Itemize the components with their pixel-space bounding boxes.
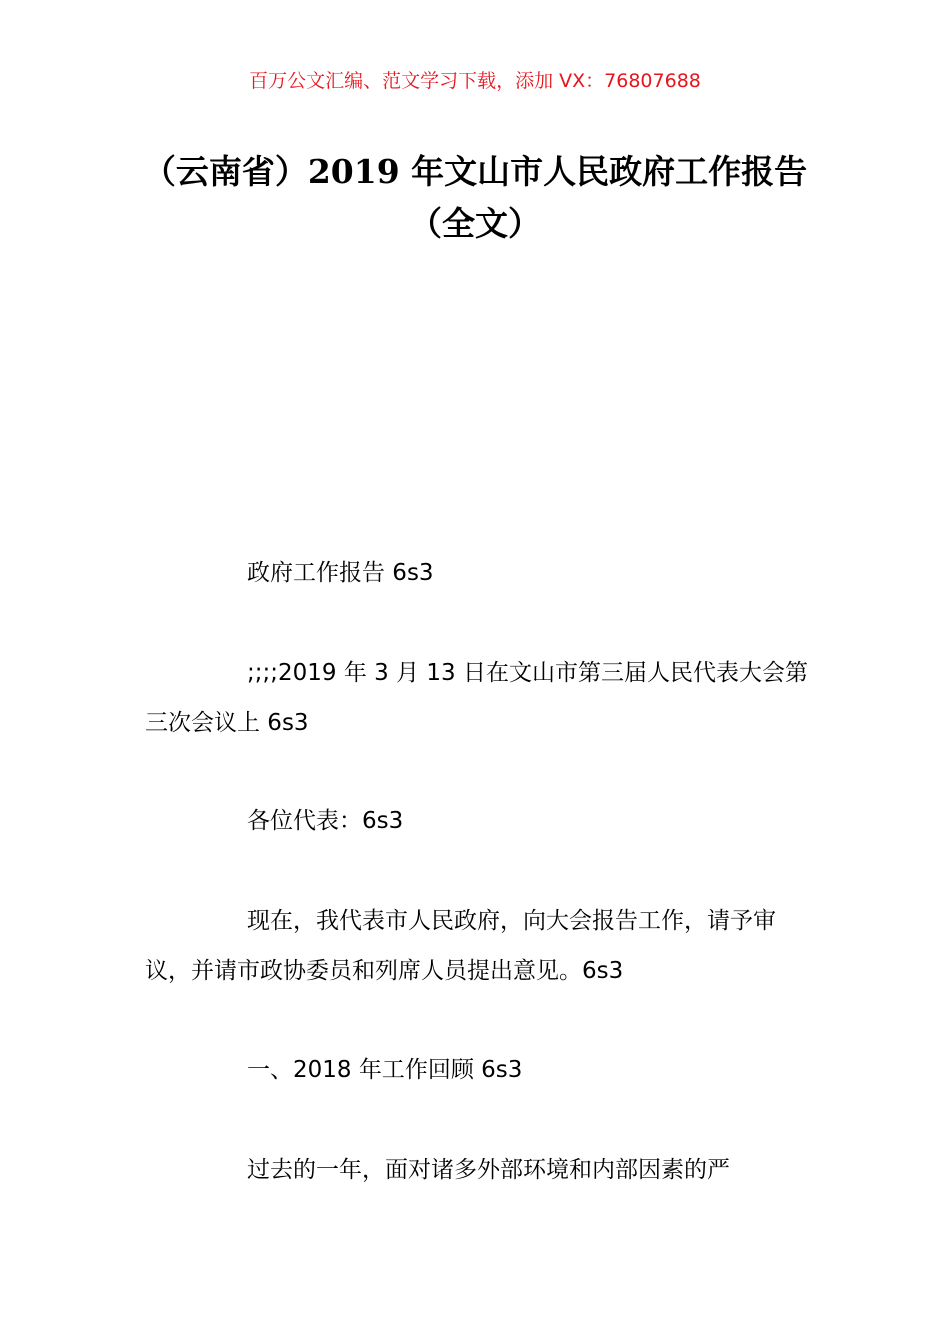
paragraph-review-body: 过去的一年，面对诸多外部环境和内部因素的严 bbox=[247, 1157, 730, 1183]
paragraph-report-heading: 政府工作报告 6s3 bbox=[247, 560, 434, 586]
section-heading-2018-review: 一、2018 年工作回顾 6s3 bbox=[247, 1057, 523, 1083]
promo-header-note: 百万公文汇编、范文学习下载，添加 VX：76807688 bbox=[249, 70, 701, 92]
paragraph-introduction: 现在，我代表市人民政府，向大会报告工作，请予审议，并请市政协委员和列席人员提出意见。6s3 bbox=[145, 908, 776, 984]
paragraph-salutation: 各位代表：6s3 bbox=[247, 808, 404, 834]
document-title: （云南省）2019 年文山市人民政府工作报告（全文） bbox=[142, 152, 808, 243]
paragraph-meeting-date: ;;;;2019 年 3 月 13 日在文山市第三届人民代表大会第三次会议上 6s3 bbox=[145, 660, 808, 736]
